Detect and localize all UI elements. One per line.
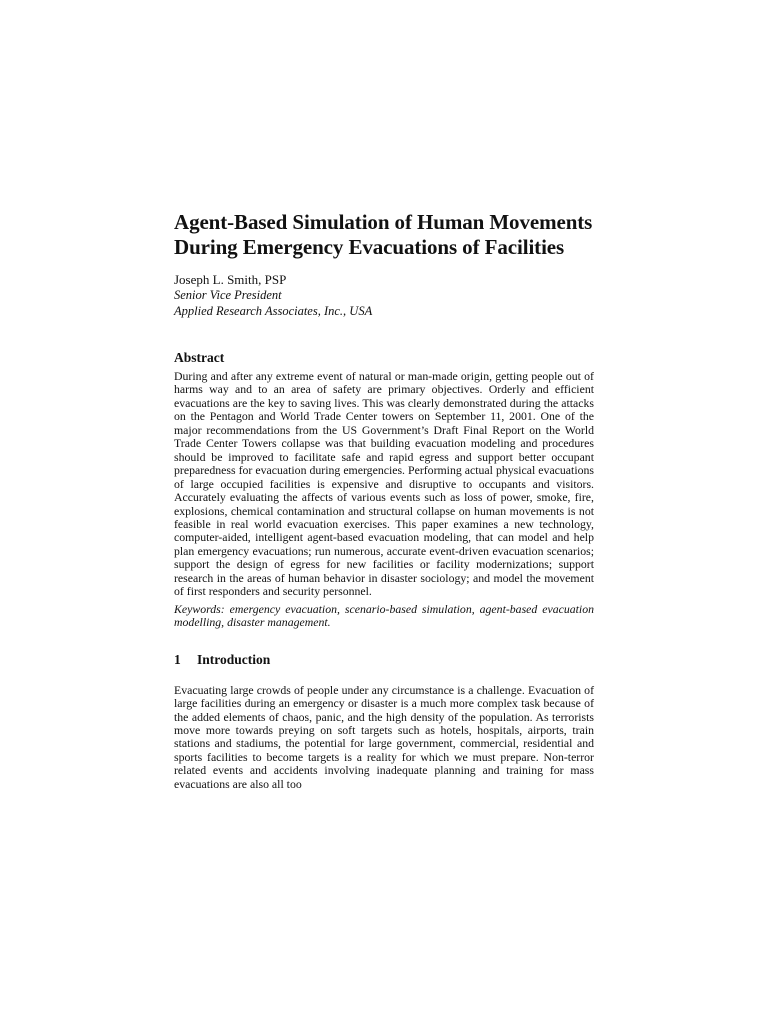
introduction-heading xyxy=(174,652,594,668)
keywords: Keywords: emergency evacuation, scenario-based simulation, agent-based evacuation modelling, disaster management. xyxy=(174,601,594,630)
author-affiliation: Applied Research Associates, Inc., USA xyxy=(174,304,373,318)
paper-title-line-1: Agent-Based Simulation of Human Movements xyxy=(174,210,593,234)
paper-title xyxy=(174,210,594,260)
section-title: Introduction xyxy=(197,651,271,667)
introduction-text: Evacuating large crowds of people under any circumstance is a challenge. Evacuation of large facilities during an emergency or disaster is a much more complex task because of the added elements of chaos, panic, and the high density of the population. As terrorists move more towards preying on soft targets such as hotels, hospitals, airports, train stations and stadiums, the potential for large government, commercial, residential and sports facilities to become targets is a reality for which we must prepare. Non-terror related events and accidents involving inadequate planning and training for mass evacuations are also all too xyxy=(174,682,594,791)
paper-page xyxy=(174,210,594,791)
abstract-heading: Abstract xyxy=(174,350,225,365)
abstract-text: During and after any extreme event of natural or man-made origin, getting people out of harms way and to an area of safety are primary objectives. Orderly and efficient evacuations are the key to saving lives. This was clearly demonstrated during the attacks on the Pentagon and World Trade Center towers on September 11, 2001. One of the major recommendations from the US Government’s Draft Final Report on the World Trade Center Towers collapse was that building evacuation modeling and procedures should be improved to facilitate safe and rapid egress and support better occupant preparedness for evacuation during emergencies. Performing actual physical evacuations of large occupied facilities is expensive and disruptive to occupants and visitors. Accurately evaluating the affects of various events such as loss of power, smoke, fire, explosions, chemical contamination and structural collapse on human movements is not feasible in real world evacuation exercises. This paper examines a new technology, computer-aided, intelligent agent-based evacuation modeling, that can model and help plan emergency evacuations; run numerous, accurate event-driven evacuation scenarios; support the design of egress for new facilities or facility modernizations; support research in the areas of human behavior in disaster sociology; and model the movement of first responders and security personnel. xyxy=(174,369,594,599)
author-role: Senior Vice President xyxy=(174,288,282,302)
author-name: Joseph L. Smith, PSP xyxy=(174,272,287,287)
author-block xyxy=(174,272,594,319)
section-number: 1 xyxy=(174,651,181,667)
paper-title-line-2: During Emergency Evacuations of Facilities xyxy=(174,235,565,259)
